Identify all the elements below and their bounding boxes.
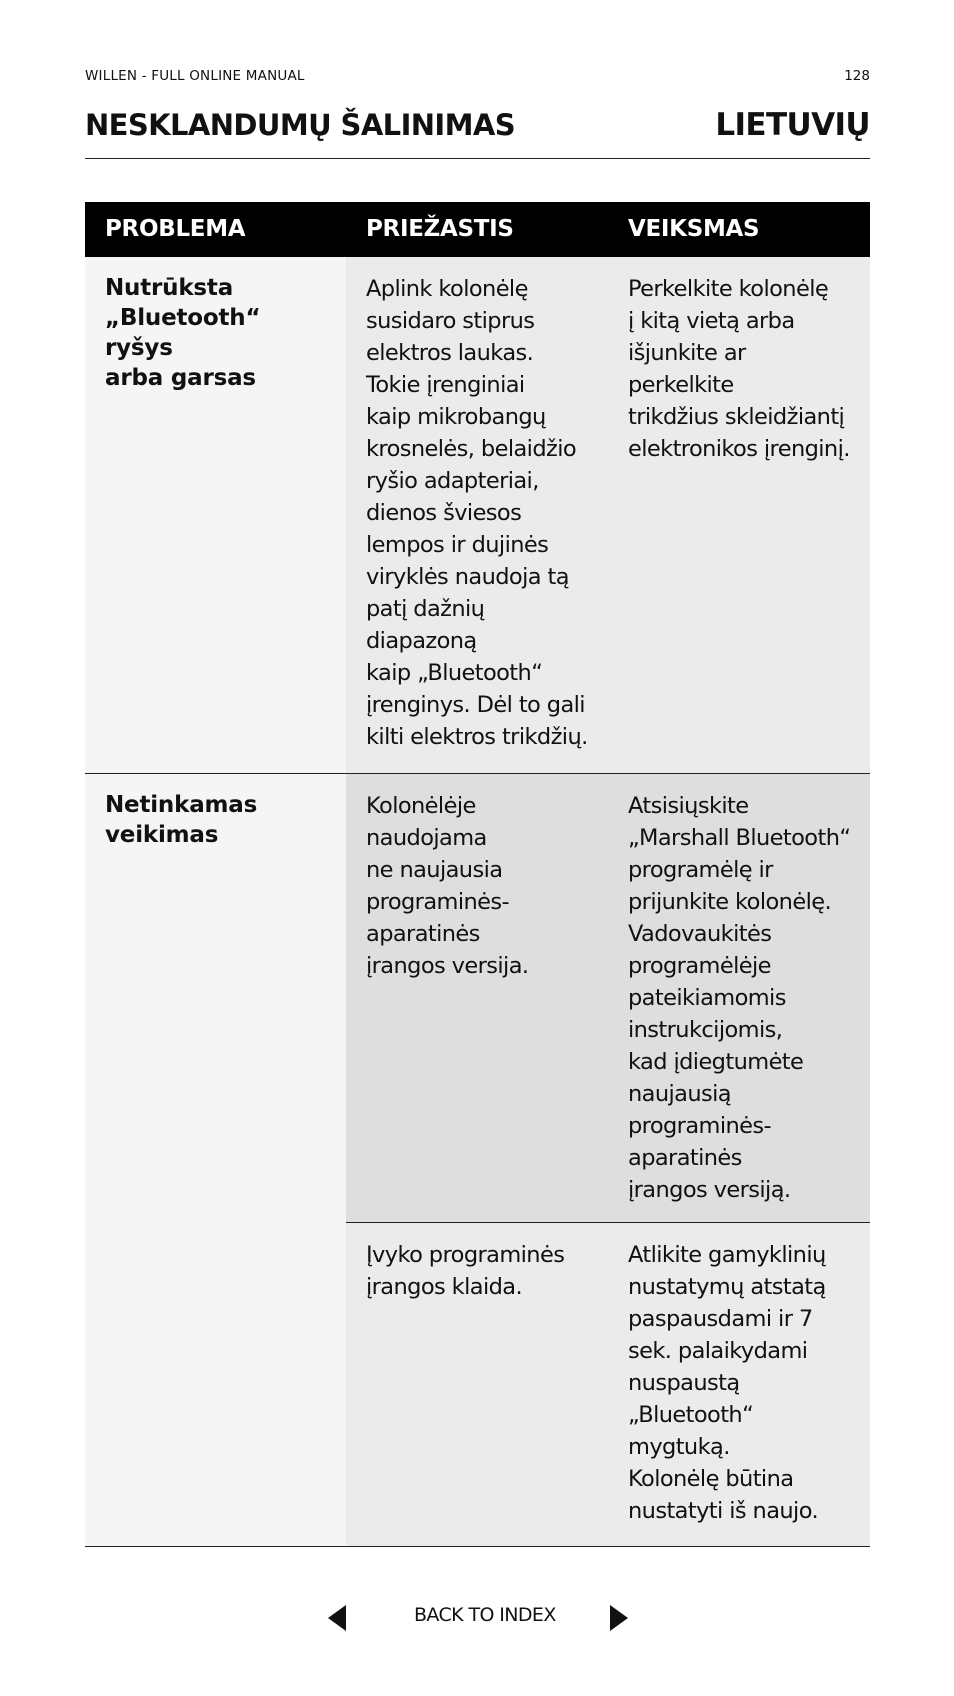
- table-row-1-problem: Nutrūksta „Bluetooth“ ryšys arba garsas: [85, 257, 346, 773]
- table-row-3-action: Atlikite gamyklinių nustatymų atstatą paspausdami ir 7 sek. palaikydami nuspaustą „Bluetooth“ mygtuką. Kolonėlę būtina nustatyti iš naujo.: [608, 1223, 870, 1546]
- page-navigation: [0, 1598, 954, 1638]
- triangle-right-icon[interactable]: [610, 1605, 628, 1631]
- table-row-1-action: Perkelkite kolonėlę į kitą vietą arba išjunkite ar perkelkite trikdžius skleidžiantį elektronikos įrenginį.: [608, 257, 870, 773]
- language-label: LIETUVIŲ: [715, 107, 870, 143]
- troubleshooting-table: [85, 202, 870, 1547]
- section-header: [85, 108, 870, 159]
- table-row-2-action: Atsisiųskite „Marshall Bluetooth“ programėlę ir prijunkite kolonėlę. Vadovaukitės programėlėje pateikiamomis instrukcijomis, kad įdiegtumėte naujausią programinės- aparatinės įrangos versiją.: [608, 774, 870, 1222]
- column-header-problem: PROBLEMA: [85, 202, 346, 257]
- table-row-3-cause: Įvyko programinės įrangos klaida.: [346, 1223, 608, 1546]
- table-row-2-problem: Netinkamas veikimas: [85, 774, 346, 1546]
- column-header-action: VEIKSMAS: [608, 202, 870, 257]
- document-header: [85, 68, 870, 88]
- back-to-index-link[interactable]: BACK TO INDEX: [414, 1604, 556, 1626]
- table-row-1-cause: Aplink kolonėlę susidaro stiprus elektros laukas. Tokie įrenginiai kaip mikrobangų krosnelės, belaidžio ryšio adapteriai, dienos šviesos lempos ir dujinės viryklės naudoja tą patį dažnių diapazoną kaip „Bluetooth“ įrenginys. Dėl to gali kilti elektros trikdžių.: [346, 257, 608, 773]
- table-bottom-border: [85, 1546, 870, 1547]
- triangle-left-icon[interactable]: [328, 1605, 346, 1631]
- page-number: 128: [844, 68, 870, 84]
- column-header-cause: PRIEŽASTIS: [346, 202, 608, 257]
- section-title: NESKLANDUMŲ ŠALINIMAS: [85, 108, 516, 142]
- table-row-2-cause: Kolonėlėje naudojama ne naujausia programinės- aparatinės įrangos versija.: [346, 774, 608, 1222]
- document-title: WILLEN - FULL ONLINE MANUAL: [85, 68, 305, 84]
